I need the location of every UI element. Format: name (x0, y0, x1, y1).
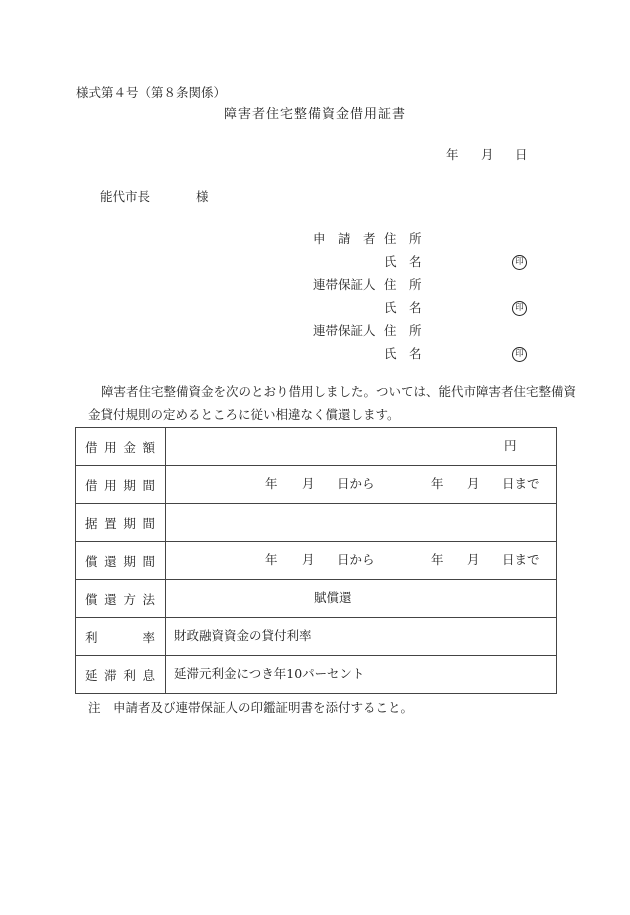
table-row (76, 656, 557, 694)
row-label (76, 466, 166, 504)
row-label-char: 還 (104, 591, 117, 607)
date-month: 月 (481, 147, 494, 162)
to-day: 日まで (502, 476, 540, 491)
applicant-address-label: 住 所 (384, 231, 422, 246)
row-label-char: 借 (85, 477, 98, 493)
guarantor1-name-label: 氏 名 (384, 300, 422, 315)
guarantor2-seal-icon: 印 (512, 346, 527, 362)
applicant-label: 申 請 者 (313, 231, 376, 246)
row-label-char: 延 (85, 667, 98, 683)
interest-label-left: 利 (85, 629, 98, 645)
row-label-char: 期 (123, 477, 136, 493)
table-row (76, 580, 557, 618)
addressee-honorific: 様 (196, 189, 209, 204)
applicant-seal-icon: 印 (512, 254, 527, 270)
addressee-name: 能代市長 (100, 189, 151, 204)
row-label-char: 間 (142, 515, 155, 531)
to-day: 日まで (502, 552, 540, 567)
row-label-char: 還 (104, 553, 117, 569)
body-text-line1: 障害者住宅整備資金を次のとおり借用しました。ついては、能代市障害者住宅整備資 (101, 384, 577, 399)
row-label-char: 借 (85, 439, 98, 455)
table-row (76, 466, 557, 504)
applicant-name-label: 氏 名 (384, 254, 422, 269)
table-row (76, 504, 557, 542)
guarantor2-name-label: 氏 名 (384, 346, 422, 361)
date-day: 日 (515, 147, 528, 162)
to-year: 年 (431, 552, 444, 567)
row-label (76, 504, 166, 542)
to-month: 月 (467, 552, 480, 567)
from-year: 年 (265, 476, 278, 491)
row-label (76, 656, 166, 694)
row-label-char: 法 (142, 591, 155, 607)
row-label-char: 間 (142, 553, 155, 569)
row-label-char: 据 (85, 515, 98, 531)
guarantor2-label: 連帯保証人 (313, 323, 376, 338)
to-month: 月 (467, 476, 480, 491)
interest-label-right: 率 (142, 629, 155, 645)
amount-unit: 円 (504, 438, 517, 453)
row-label-char: 期 (123, 553, 136, 569)
guarantor2-address-label: 住 所 (384, 323, 422, 338)
row-label-char: 方 (123, 591, 136, 607)
guarantor1-label: 連帯保証人 (313, 277, 376, 292)
from-month: 月 (302, 552, 315, 567)
from-day: 日から (337, 476, 375, 491)
row-label-char: 置 (104, 515, 117, 531)
date-year: 年 (446, 147, 459, 162)
row-label-char: 額 (142, 439, 155, 455)
body-text-line2: 金貸付規則の定めるところに従い相違なく償還します。 (88, 407, 400, 422)
table-row (76, 542, 557, 580)
loan-terms-table (75, 427, 557, 694)
table-row (76, 618, 557, 656)
repayment-method-value: 賦償還 (314, 590, 352, 605)
late-interest-value: 延滞元利金につき年10パーセント (174, 666, 365, 681)
document-title: 障害者住宅整備資金借用証書 (223, 107, 406, 122)
guarantor1-seal-icon: 印 (512, 300, 527, 316)
row-label-char: 滞 (104, 667, 117, 683)
table-row (76, 428, 557, 466)
from-day: 日から (337, 552, 375, 567)
interest-rate-value: 財政融資資金の貸付利率 (174, 628, 312, 643)
row-label-char: 金 (123, 439, 136, 455)
row-label (76, 428, 166, 466)
row-label-char: 償 (85, 591, 98, 607)
row-label-char: 期 (123, 515, 136, 531)
footnote: 注 申請者及び連帯保証人の印鑑証明書を添付すること。 (88, 700, 414, 715)
row-label-char: 償 (85, 553, 98, 569)
form-number: 様式第４号（第８条関係） (76, 85, 227, 100)
row-label-char: 利 (123, 667, 136, 683)
row-label (76, 618, 166, 656)
row-label-char: 用 (104, 477, 117, 493)
guarantor1-address-label: 住 所 (384, 277, 422, 292)
row-label-char: 息 (142, 667, 155, 683)
from-year: 年 (265, 552, 278, 567)
row-label (76, 580, 166, 618)
row-label-char: 用 (104, 439, 117, 455)
row-label (76, 542, 166, 580)
to-year: 年 (431, 476, 444, 491)
row-label-char: 間 (142, 477, 155, 493)
from-month: 月 (302, 476, 315, 491)
